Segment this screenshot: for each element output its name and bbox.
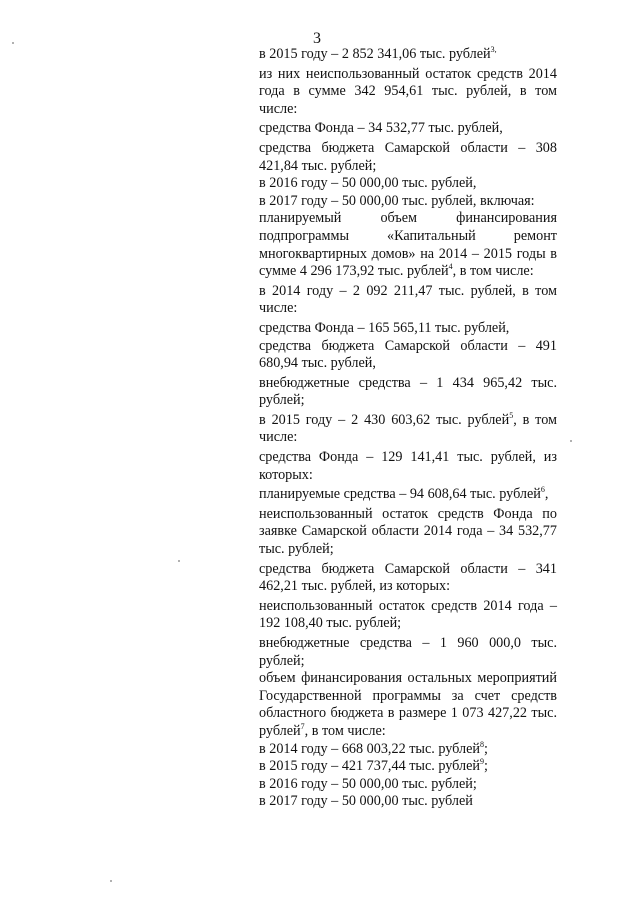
paragraph-budget-balance: неиспользованный остаток средств 2014 года – 192 108,40 тыс. рублей; — [259, 597, 557, 632]
paragraph-2015-subprogram — [259, 412, 557, 447]
paragraph-other-measures — [259, 670, 557, 740]
footnote-ref: 4 — [448, 262, 453, 272]
paragraph-other-2014 — [259, 741, 557, 759]
paragraph-text: в 2015 году – 2 430 603,62 тыс. рублей — [259, 411, 510, 428]
paragraph-tail: ; — [483, 758, 488, 775]
paragraph-text: объем финансирования остальных мероприятий Государственной программы за счет средств областного бюджета в размере 1 073 427,22 тыс. рублей — [259, 670, 557, 739]
paragraph-unused-balance: из них неиспользованный остаток средств 2014 года в сумме 342 954,61 тыс. рублей, в том числе: — [259, 65, 557, 117]
scan-speck — [12, 42, 14, 44]
paragraph-2015-total — [259, 46, 557, 64]
scan-speck — [570, 440, 572, 442]
paragraph-subprogram-volume — [259, 210, 557, 280]
paragraph-tail: ; — [483, 740, 488, 757]
paragraph-regional-budget: средства бюджета Самарской области – 308 421,84 тыс. рублей; — [259, 139, 557, 174]
footnote-ref: 8 — [479, 739, 484, 749]
paragraph-fund-balance: неиспользованный остаток средств Фонда по заявке Самарской области 2014 года – 34 532,77 тыс. рублей; — [259, 505, 557, 558]
paragraph-tail: , в том числе: — [304, 722, 386, 739]
footnote-ref: 5 — [509, 410, 514, 420]
footnote-ref: 9 — [479, 757, 484, 767]
scan-speck — [110, 880, 112, 882]
paragraph-fund-2015: средства Фонда – 129 141,41 тыс. рублей, из которых: — [259, 449, 557, 483]
paragraph-other-2015 — [259, 758, 557, 776]
paragraph-other-2016: в 2016 году – 50 000,00 тыс. рублей; — [259, 775, 477, 792]
paragraph-2014-subprogram: в 2014 году – 2 092 211,47 тыс. рублей, в том числе: — [259, 282, 557, 317]
paragraph-text: в 2015 году – 2 852 341,06 тыс. рублей — [259, 46, 491, 62]
footnote-ref: 3, — [490, 45, 497, 54]
paragraph-text: планируемый объем финансирования подпрограммы «Капитальный ремонт многоквартирных домов» на 2014 – 2015 годы в сумме 4 296 173,92 тыс. рублей — [259, 210, 557, 280]
paragraph-tail: , — [544, 486, 549, 503]
paragraph-tail: , в том числе: — [259, 411, 558, 446]
paragraph-fund-2014: средства Фонда – 165 565,11 тыс. рублей, — [259, 319, 510, 336]
paragraph-text: в 2014 году – 668 003,22 тыс. рублей — [259, 740, 480, 757]
paragraph-2016: в 2016 году – 50 000,00 тыс. рублей, — [259, 175, 477, 192]
paragraph-text: в 2015 году – 421 737,44 тыс. рублей — [259, 758, 480, 775]
paragraph-budget-2014: средства бюджета Самарской области – 491 680,94 тыс. рублей, — [259, 337, 557, 372]
page-number: 3 — [313, 30, 321, 47]
paragraph-fund-means: средства Фонда – 34 532,77 тыс. рублей, — [259, 120, 503, 137]
paragraph-2017: в 2017 году – 50 000,00 тыс. рублей, включая: — [259, 192, 535, 209]
paragraph-text: планируемые средства – 94 608,64 тыс. рублей — [259, 486, 541, 503]
paragraph-other-2017: в 2017 году – 50 000,00 тыс. рублей — [259, 793, 473, 810]
text-column — [259, 46, 557, 811]
paragraph-planned-means — [259, 486, 557, 504]
paragraph-extrabudget-2015: внебюджетные средства – 1 960 000,0 тыс. рублей; — [259, 635, 557, 669]
paragraph-tail: , в том числе: — [452, 263, 534, 280]
paragraph-extrabudget-2014: внебюджетные средства – 1 434 965,42 тыс. рублей; — [259, 374, 557, 409]
scan-speck — [178, 560, 180, 562]
paragraph-budget-2015: средства бюджета Самарской области – 341 462,21 тыс. рублей, из которых: — [259, 560, 557, 595]
footnote-ref: 7 — [300, 721, 305, 731]
footnote-ref: 6 — [540, 485, 545, 495]
